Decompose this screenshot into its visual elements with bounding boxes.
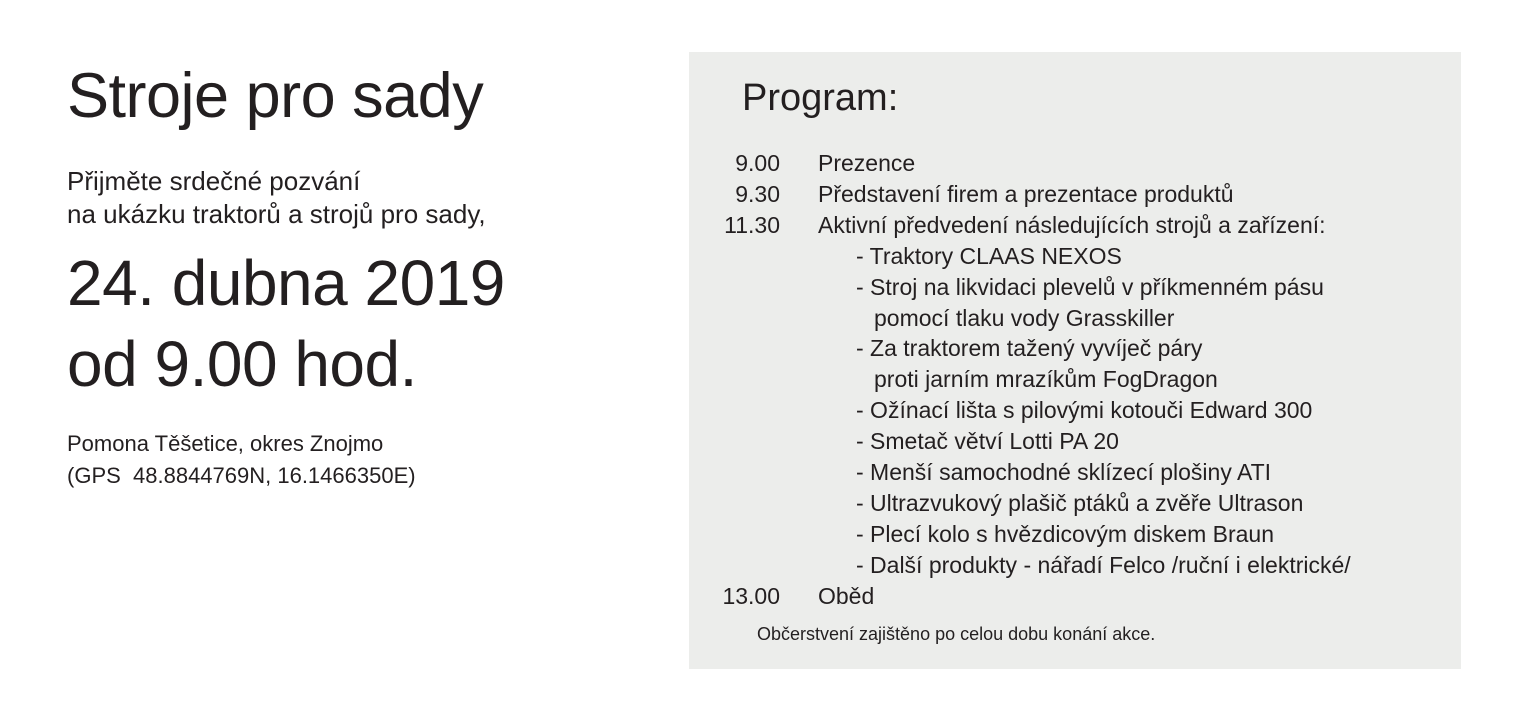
location-place: Pomona Těšetice, okres Znojmo xyxy=(67,431,384,456)
schedule-row xyxy=(689,581,1461,612)
invitation-line-2: na ukázku traktorů a strojů pro sady, xyxy=(67,199,486,229)
machine-list-item: - Další produkty - nářadí Felco /ruční i elektrické/ xyxy=(856,551,1351,578)
machine-list-item: - Za traktorem tažený vyvíječ páry xyxy=(856,335,1203,362)
invitation-text xyxy=(67,165,667,231)
schedule-time: 13.00 xyxy=(722,582,780,609)
schedule-text: Prezence xyxy=(818,150,916,176)
machine-list-item-continuation: pomocí tlaku vody Grasskiller xyxy=(874,304,1175,331)
machine-list-item: - Stroj na likvidaci plevelů v příkmenném pásu xyxy=(856,273,1324,300)
schedule-text: Aktivní předvedení následujících strojů a zařízení: xyxy=(818,211,1326,238)
event-date-day: 24. dubna 2019 xyxy=(67,247,505,319)
machine-list-item: - Ožínací lišta s pilovými kotouči Edward 300 xyxy=(856,397,1313,424)
machine-list-item: - Traktory CLAAS NEXOS xyxy=(856,242,1122,269)
invitation-column xyxy=(67,58,667,492)
schedule-text: Představení firem a prezentace produktů xyxy=(818,180,1234,207)
machine-list-item: - Ultrazvukový plašič ptáků a zvěře Ultrason xyxy=(856,489,1304,516)
program-panel xyxy=(689,52,1461,669)
machine-list-item: - Smetač větví Lotti PA 20 xyxy=(856,428,1119,455)
event-date-time: od 9.00 hod. xyxy=(67,328,417,400)
page-title: Stroje pro sady xyxy=(67,61,484,131)
schedule-row xyxy=(689,148,1461,179)
schedule-time: 9.00 xyxy=(735,150,780,176)
invitation-line-1: Přijměte srdečné pozvání xyxy=(67,166,361,196)
program-heading: Program: xyxy=(742,77,899,119)
machine-list-item-continuation: proti jarním mrazíkům FogDragon xyxy=(874,366,1218,393)
schedule-time: 11.30 xyxy=(724,211,780,238)
program-schedule xyxy=(689,148,1461,612)
refreshment-note: Občerstvení zajištěno po celou dobu konání akce. xyxy=(757,624,1156,644)
location-gps: (GPS 48.8844769N, 16.1466350E) xyxy=(67,463,416,488)
machine-list-item: - Plecí kolo s hvězdicovým diskem Braun xyxy=(856,520,1274,547)
event-location xyxy=(67,428,667,492)
schedule-row xyxy=(689,210,1461,241)
schedule-time: 9.30 xyxy=(735,180,780,207)
machine-list-item: - Menší samochodné sklízecí plošiny ATI xyxy=(856,459,1272,486)
event-date xyxy=(67,243,667,405)
schedule-row xyxy=(689,179,1461,210)
schedule-text: Oběd xyxy=(818,582,875,609)
